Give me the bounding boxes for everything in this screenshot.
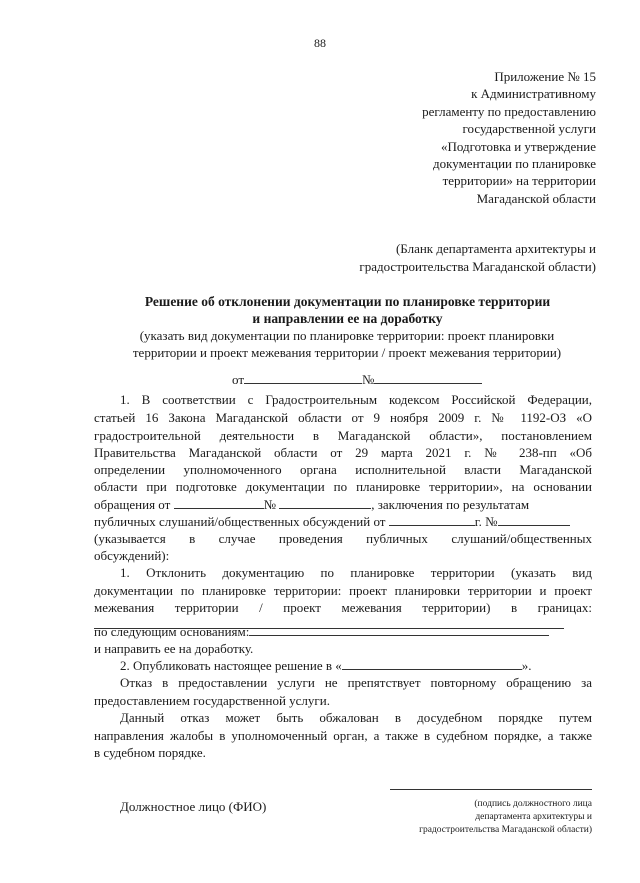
note1-line: предоставлением государственной услуги. xyxy=(94,693,330,708)
appendix-line: «Подготовка и утверждение xyxy=(440,138,596,154)
number-field[interactable] xyxy=(374,371,482,384)
appendix-line: Магаданской области xyxy=(476,190,596,206)
title-line: Решение об отклонении документации по планировке территории xyxy=(144,294,551,309)
hearings-date-field[interactable] xyxy=(389,513,475,526)
publish-line xyxy=(120,657,532,674)
signature-caption xyxy=(292,798,592,837)
return-line: и направить ее на доработку. xyxy=(94,641,254,656)
note2-line: в судебном порядке. xyxy=(94,745,206,760)
official-label: Должностное лицо (ФИО) xyxy=(120,799,267,814)
preamble-line: градостроительной деятельности в Магаданской области», постановлением xyxy=(94,428,592,443)
appendix-line: документации по планировке xyxy=(433,156,596,172)
letterhead-line: (Бланк департамента архитектуры и xyxy=(395,241,596,256)
item1-line: межевания территории / проект межевания территории) в границах: xyxy=(94,600,592,615)
appeal-date-label: обращения от xyxy=(94,497,171,512)
subtitle-line: территории и проект межевания территории / проект межевания территории) xyxy=(132,345,562,360)
title-line: и направлении ее на доработку xyxy=(252,311,443,326)
reasons-label: по следующим основаниям: xyxy=(94,624,250,639)
caption-line: градостроительства Магаданской области) xyxy=(419,825,592,835)
publish-close: ». xyxy=(521,658,532,673)
hearings-label: публичных слушаний/общественных обсуждений от xyxy=(94,514,386,529)
caption-line: (подпись должностного лица xyxy=(474,799,592,809)
appendix-line: регламенту по предоставлению xyxy=(422,103,596,119)
preamble-line: области при подготовке документации по планировке территории», на основании xyxy=(94,479,592,494)
reasons-line xyxy=(94,623,549,640)
appendix-line: к Административному xyxy=(471,86,596,102)
appeal-line xyxy=(94,496,529,513)
item1-line: 1. Отклонить документацию по планировке территории (указать вид xyxy=(120,565,592,580)
preamble-line: (указывается в случае проведения публичных слушаний/общественных xyxy=(94,531,592,546)
reasons-field[interactable] xyxy=(249,623,549,636)
date-field[interactable] xyxy=(244,371,362,384)
appendix-line: государственной услуги xyxy=(462,121,596,137)
appendix-header xyxy=(346,68,596,207)
publish-label: 2. Опубликовать настоящее решение в « xyxy=(120,658,342,673)
appendix-line: территории» на территории xyxy=(442,173,596,189)
note1-line: Отказ в предоставлении услуги не препятствует повторному обращению за xyxy=(120,675,592,690)
number-label: № xyxy=(362,372,375,387)
preamble-line: статьей 16 Закона Магаданской области от 9 ноября 2009 г. № 1192-ОЗ «О xyxy=(94,410,592,425)
subtitle-line: (указать вид документации по планировке территории: проект планировки xyxy=(139,328,555,343)
appeal-date-field[interactable] xyxy=(174,496,264,509)
document-title xyxy=(95,293,600,327)
letterhead-line: градостроительства Магаданской области) xyxy=(359,259,596,274)
preamble-line: обсуждений): xyxy=(94,548,170,563)
hearings-number-field[interactable] xyxy=(498,513,570,526)
note2-line: Данный отказ может быть обжалован в досудебном порядке путем xyxy=(120,710,592,725)
conclusion-label: , заключения по результатам xyxy=(371,497,530,512)
letterhead-note xyxy=(276,240,596,276)
publication-field[interactable] xyxy=(342,657,522,670)
note2-line: направления жалобы в уполномоченный орган, а также в судебном порядке, а также xyxy=(94,728,592,743)
appeal-number-label: № xyxy=(263,497,276,512)
hearings-line xyxy=(94,513,570,530)
signature-field[interactable] xyxy=(390,789,592,790)
hearings-number-label: г. № xyxy=(474,514,498,529)
preamble-line: определении уполномоченного органа исполнительной власти Магаданской xyxy=(94,462,592,477)
document-subtitle xyxy=(92,327,602,361)
appendix-line: Приложение № 15 xyxy=(494,69,596,84)
item1-line: документации по планировке территории: проект планировки территории и проект xyxy=(94,583,592,598)
preamble-line: 1. В соответствии с Градостроительным кодексом Российской Федерации, xyxy=(120,392,592,407)
date-number-line xyxy=(232,371,482,388)
date-label: от xyxy=(232,372,245,387)
caption-line: департамента архитектуры и xyxy=(475,812,592,822)
page-number: 88 xyxy=(314,36,326,50)
appeal-number-field[interactable] xyxy=(279,496,371,509)
preamble-line: Правительства Магаданской области от 29 марта 2021 г. № 238-пп «Об xyxy=(94,445,592,460)
